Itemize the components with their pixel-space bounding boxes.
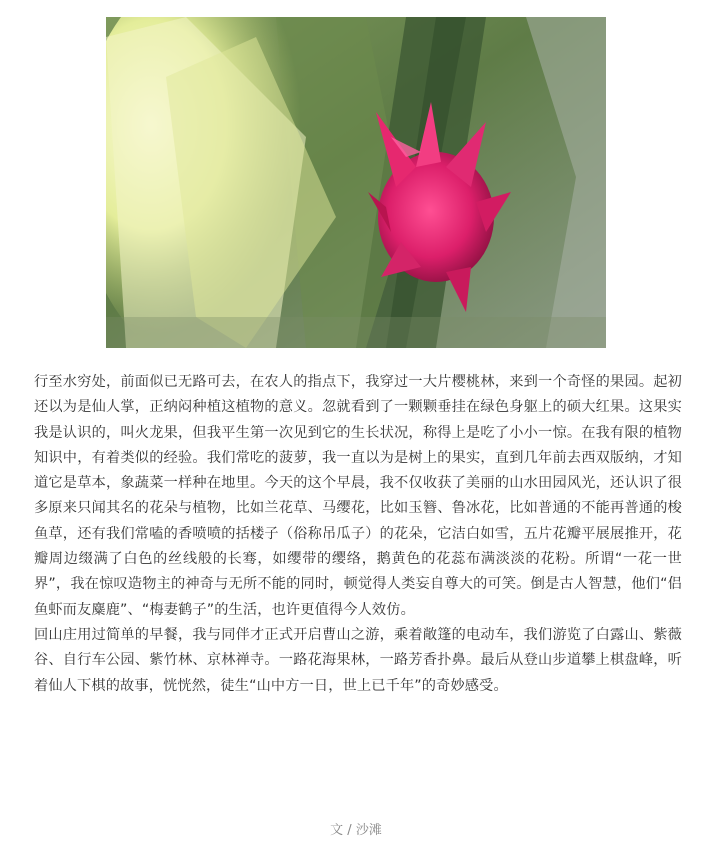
dragon-fruit-illustration	[106, 17, 606, 348]
paragraph-2: 回山庄用过简单的早餐，我与同伴才正式开启曹山之游，乘着敞篷的电动车，我们游览了白露山、紫薇谷、自行车公园、紫竹林、京林禅寺。一路花海果林，一路芳香扑鼻。最后从登山步道攀上棋盘峰，听着仙人下棋的故事，恍恍然，徒生“山中方一日，世上已千年”的奇妙感受。	[34, 626, 682, 694]
paragraph-1: 行至水穷处，前面似已无路可去，在农人的指点下，我穿过一大片樱桃林，来到一个奇怪的果园。起初还以为是仙人掌，正纳闷种植这植物的意义。忽就看到了一颗颗垂挂在绿色身躯上的硕大红果。这果实我是认识的，叫火龙果，但我平生第一次见到它的生长状况，称得上是吃了小小一惊。在我有限的植物知识中，有着类似的经验。我们常吃的菠萝，我一直以为是树上的果实，直到几年前去西双版纳，才知道它是草本，象蔬菜一样种在地里。今天的这个早晨，我不仅收获了美丽的山水田园风光，还认识了很多原来只闻其名的花朵与植物，比如兰花草、马缨花，比如玉簪、鲁冰花，比如普通的不能再普通的梭鱼草，还有我们常嗑的香喷喷的括楼子（俗称吊瓜子）的花朵，它洁白如雪，五片花瓣平展展推开，花瓣周边缀满了白色的丝线般的长骞，如缨带的缨络，鹅黄色的花蕊布满淡淡的花粉。所谓“一花一世界”，我在惊叹造物主的神奇与无所不能的同时，顿觉得人类妄自尊大的可笑。倒是古人智慧，他们“侣鱼虾而友麋鹿”、“梅妻鹤子”的生活，也许更值得今人效仿。	[34, 374, 682, 618]
author-byline: 文 / 沙滩	[330, 823, 382, 838]
dragon-fruit-photo	[106, 17, 606, 348]
article-body	[34, 370, 682, 699]
